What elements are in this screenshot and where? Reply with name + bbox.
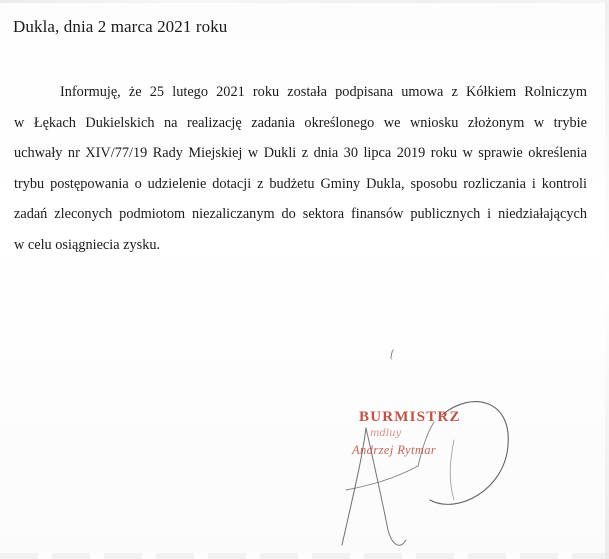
body-line: trybu postępowania o udzielenie dotacji z budżetu Gminy Dukla, sposobu rozliczania i kontroli — [14, 175, 587, 192]
body-line: w celu osiągniecia zysku. — [14, 236, 161, 253]
stamp-title: BURMISTRZ — [359, 409, 461, 425]
letter-body — [14, 77, 587, 260]
signature-block — [322, 340, 522, 555]
body-line: w Łękach Dukielskich na realizację zadania określonego we wniosku złożonym w trybie — [14, 114, 587, 131]
body-line: Informuję, że 25 lutego 2021 roku została podpisana umowa z Kółkiem Rolniczym — [60, 84, 587, 100]
body-line: zadań zleconych podmiotom niezaliczanym do sektora finansów publicznych i niedziałających — [14, 206, 587, 222]
stamp-handwritten-mark: mdluy — [370, 428, 402, 439]
scan-edge-bottom — [0, 553, 609, 559]
date-line: Dukla, dnia 2 marca 2021 roku — [13, 17, 228, 36]
stamp-name: Andrzej Rytmar — [352, 443, 437, 457]
scan-edge-right — [605, 0, 609, 559]
body-line: uchwały nr XIV/77/19 Rady Miejskiej w Dukli z dnia 30 lipca 2019 roku w sprawie określenia — [14, 145, 587, 161]
scan-edge-top — [0, 0, 609, 3]
